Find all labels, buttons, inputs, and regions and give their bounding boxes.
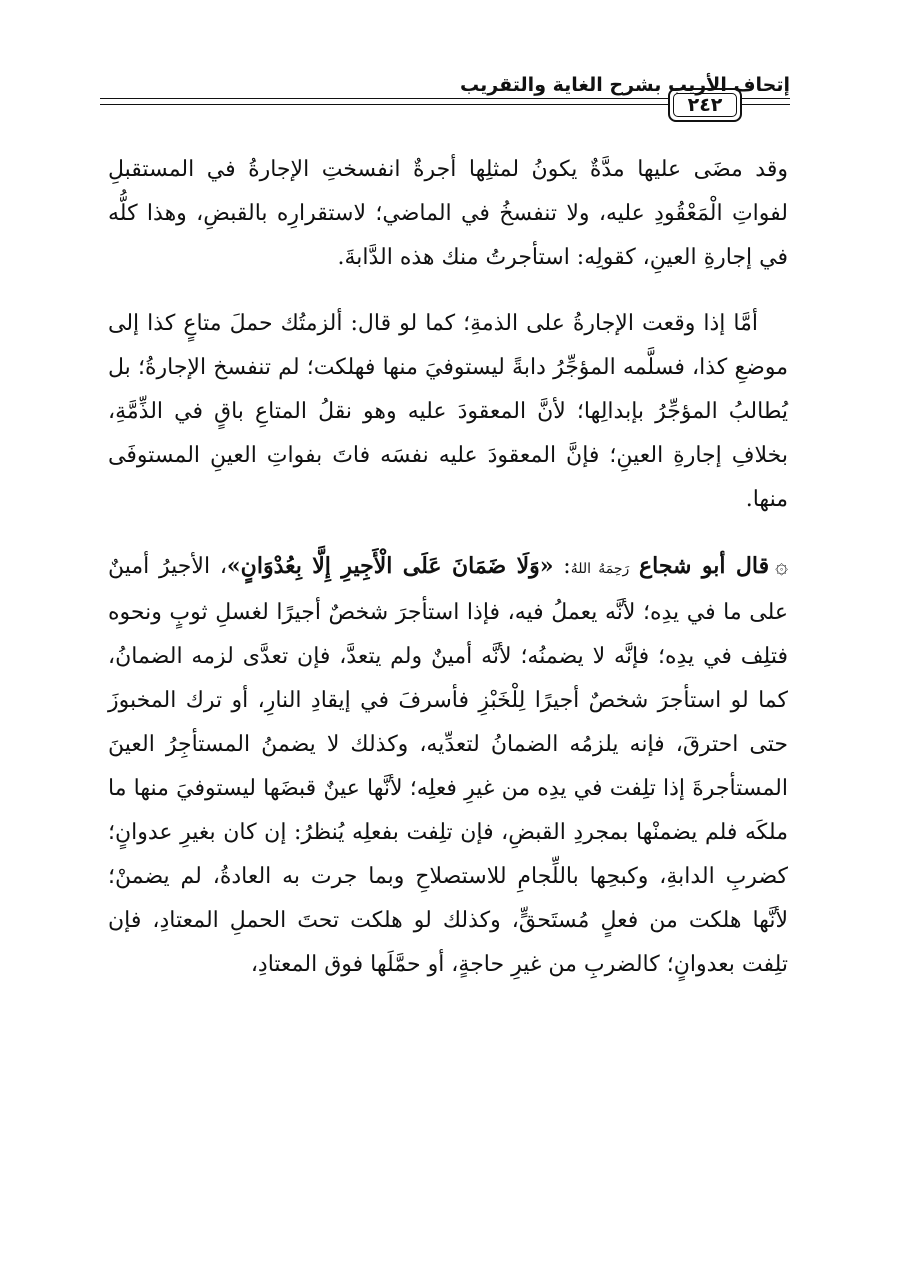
running-header-title: إتحاف الأريب بشرح الغاية والتقريب [460, 74, 790, 96]
paragraph-gap [108, 280, 788, 302]
speaker-lead: قال أبو شجاع [639, 553, 770, 579]
header-rule-right-upper [742, 98, 790, 99]
flower-ornament-icon: ۞ [775, 554, 789, 579]
header-rule-upper [100, 98, 668, 99]
honorific: رَحِمَهُ اللهُ [570, 561, 630, 577]
header-rule-lower [100, 104, 668, 105]
page-number: ٢٤٢ [673, 93, 737, 117]
matn-quote: «وَلَا ضَمَانَ عَلَى الْأَجِيرِ إِلَّا بِعُدْوَانٍ» [226, 553, 554, 579]
commentary-text: ، الأجيرُ أمينٌ على ما في يدِه؛ لأنَّه يعملُ فيه، فإذا استأجرَ شخصٌ أجيرًا لغسلِ ثوبٍ ونحوه فتلِف في يدِه؛ فإنَّه لا يضمنُه؛ لأنَّه أمينٌ ولم يتعدَّ، فإن تعدَّى لزمه الضمانُ، كما لو استأجرَ شخصٌ أجيرًا لِلْخَبْزِ فأسرفَ في إيقادِ النارِ، أو ترك المخبوزَ حتى احترقَ، فإنه يلزمُه الضمانُ لتعدِّيه، وكذلك لا يضمنُ المستأجِرُ العينَ المستأجرةَ إذا تلِفت في يدِه من غيرِ فعلِه؛ لأنَّها عينٌ قبضَها ليستوفيَ منها ما ملكَه فلم يضمنْها بمجردِ القبضِ، فإن تلِفت بفعلِه يُنظرُ: إن كان بغيرِ عدوانٍ؛ كضربِ الدابةِ، وكبحِها باللِّجامِ للاستصلاحِ وبما جرت به العادةُ، لم يضمنْ؛ لأنَّها هلكت من فعلٍ مُستَحقٍّ، وكذلك لو هلكت تحتَ الحملِ المعتادِ، فإن تلِفت بعدوانٍ؛ كالضربِ من غيرِ حاجةٍ، أو حمَّلَها فوق المعتادِ، [108, 554, 788, 977]
paragraph-2: أمَّا إذا وقعت الإجارةُ على الذمةِ؛ كما لو قال: ألزمتُك حملَ متاعٍ كذا إلى موضعِ كذا، فسلَّمه المؤجِّرُ دابةً ليستوفيَ منها فهلكت؛ لم تنفسخ الإجارةُ؛ بل يُطالبُ المؤجِّرُ بإبدالِها؛ لأنَّ المعقودَ عليه وهو نقلُ المتاعِ باقٍ في الذِّمَّةِ، بخلافِ إجارةِ العينِ؛ فإنَّ المعقودَ عليه نفسَه فاتَ بفواتِ العينِ المستوفَى منها. [108, 311, 788, 512]
paragraph-1: وقد مضَى عليها مدَّةٌ يكونُ لمثلِها أجرةٌ انفسختِ الإجارةُ في المستقبلِ لفواتِ الْمَعْقُودِ عليه، ولا تنفسخُ في الماضي؛ لاستقرارِه بالقبضِ، وهذا كلُّه في إجارةِ العينِ، كقولِه: استأجرتُ منك هذه الدَّابةَ. [108, 157, 788, 270]
page-body [108, 148, 788, 987]
page-number-frame [668, 88, 742, 122]
paragraph-3: ۞قال أبو شجاع رَحِمَهُ اللهُ: «وَلَا ضَمَانَ عَلَى الْأَجِيرِ إِلَّا بِعُدْوَانٍ»، الأجيرُ أمينٌ على ما في يدِه؛ لأنَّه يعملُ فيه، فإذا استأجرَ شخصٌ أجيرًا لغسلِ ثوبٍ ونحوه فتلِف في يدِه؛ فإنَّه لا يضمنُه؛ لأنَّه أمينٌ ولم يتعدَّ، فإن تعدَّى لزمه الضمانُ، كما لو استأجرَ شخصٌ أجيرًا لِلْخَبْزِ فأسرفَ في إيقادِ النارِ، أو ترك المخبوزَ حتى احترقَ، فإنه يلزمُه الضمانُ لتعدِّيه، وكذلك لا يضمنُ المستأجِرُ العينَ المستأجرةَ إذا تلِفت في يدِه من غيرِ فعلِه؛ لأنَّها عينٌ قبضَها ليستوفيَ منها ما ملكَه فلم يضمنْها بمجردِ القبضِ، فإن تلِفت بفعلِه يُنظرُ: إن كان بغيرِ عدوانٍ؛ كضربِ الدابةِ، وكبحِها باللِّجامِ للاستصلاحِ وبما جرت به العادةُ، لم يضمنْ؛ لأنَّها هلكت من فعلٍ مُستَحقٍّ، وكذلك لو هلكت تحتَ الحملِ المعتادِ، فإن تلِفت بعدوانٍ؛ كالضربِ من غيرِ حاجةٍ، أو حمَّلَها فوق المعتادِ، [108, 553, 789, 977]
header-rule-right-lower [742, 104, 790, 105]
paragraph-gap [108, 522, 788, 544]
